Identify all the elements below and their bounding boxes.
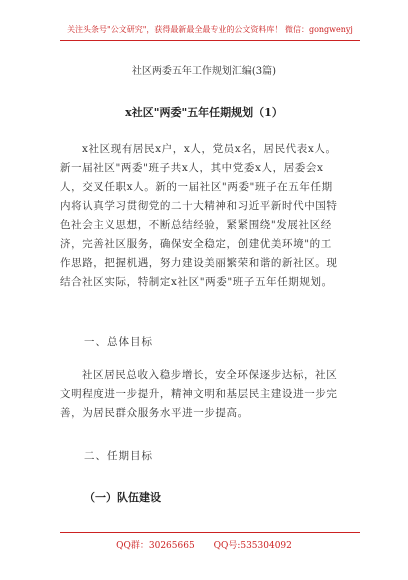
paragraph-line: 善，为居民群众服务水平进一步提高。 [60, 407, 249, 419]
paragraph-line: 结合社区实际，特制定x社区"两委"班子五年任期规划。 [60, 276, 333, 288]
footer-divider [60, 532, 360, 533]
paragraph-line: 济，完善社区服务，确保安全稳定，创建优美环境"的工 [60, 238, 332, 250]
intro-paragraph [60, 140, 352, 292]
footer-qq-group: QQ群：30265665 [116, 541, 195, 551]
paragraph-line: 新一届社区"两委"班子共x人，其中党委x人，居委会x [60, 162, 324, 174]
section-title: x社区"两委"五年任期规划（1） [125, 106, 283, 119]
paragraph-line: 色社会主义思想，不断总结经验，紧紧围绕"发展社区经 [60, 219, 332, 231]
paragraph-line: 社区居民总收入稳步增长，安全环保逐步达标，社区 [82, 369, 338, 381]
goal-paragraph [60, 366, 352, 423]
subheading-team-building: （一）队伍建设 [84, 491, 161, 504]
footer-qq: QQ号:535304092 [213, 541, 292, 551]
paragraph-line: 文明程度进一步提升，精神文明和基层民主建设进一步完 [60, 388, 338, 400]
paragraph-line: x社区现有居民x户，x人，党员x名，居民代表x人。 [82, 143, 337, 155]
heading-term-goal: 二、任期目标 [84, 450, 153, 462]
heading-overall-goal: 一、总体目标 [84, 336, 153, 348]
paragraph-line: 人，交叉任职x人。新的一届社区"两委"班子在五年任期 [60, 181, 333, 193]
header-divider [60, 40, 360, 41]
paragraph-line: 内将认真学习贯彻党的二十大精神和习近平新时代中国特 [60, 200, 338, 212]
footer [0, 538, 408, 551]
paragraph-line: 作思路，把握机遇，努力建设美丽繁荣和谐的新社区。现 [60, 257, 338, 269]
header-banner: 关注头条号"公文研究"，获得最新最全最专业的公文资料库！ 微信：gongwenyj [67, 25, 353, 34]
document-title: 社区两委五年工作规划汇编(3篇) [131, 66, 277, 77]
